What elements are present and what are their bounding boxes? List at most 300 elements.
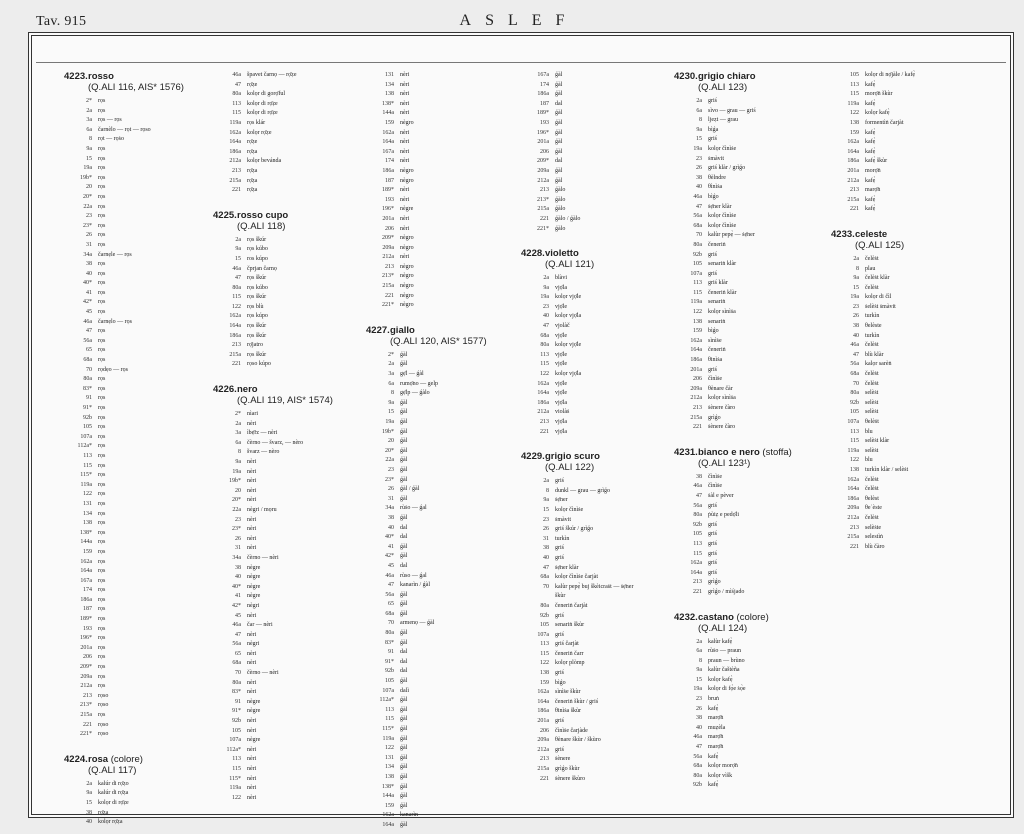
entry-number: 4230. — [674, 71, 698, 82]
dialect-form: griś — [708, 521, 717, 528]
entry-row — [366, 485, 506, 495]
survey-point: 15 — [388, 409, 394, 416]
entry-heading — [213, 384, 353, 406]
survey-point: 215a — [537, 766, 549, 772]
entry-row — [521, 274, 661, 284]
dialect-form: rọ̄ẓa — [247, 187, 258, 194]
entry-heading — [831, 229, 981, 251]
entry-section — [213, 210, 353, 370]
survey-point: 8 — [89, 136, 92, 143]
dialect-form: ǵàl — [400, 697, 408, 704]
entry-row — [64, 596, 194, 606]
survey-point: 65 — [86, 347, 92, 354]
dialect-form: nèri — [400, 110, 410, 117]
entry-qualifier: (colore) — [110, 753, 143, 765]
entry-row — [521, 81, 661, 91]
entry-row — [521, 506, 661, 516]
entry-row — [521, 621, 661, 631]
dialect-form: nègri — [247, 602, 260, 609]
entry-row — [674, 473, 819, 483]
entry-row — [521, 573, 661, 583]
entry-row — [366, 272, 506, 282]
survey-point: 159 — [83, 548, 92, 555]
entry-row — [831, 274, 981, 284]
survey-point: 215a — [80, 712, 92, 718]
entry-row — [366, 282, 506, 292]
dialect-form: nèri — [247, 459, 257, 465]
entry-row — [366, 196, 506, 206]
entry-row — [213, 775, 353, 785]
dialect-form: bruṅ — [708, 696, 719, 703]
dialect-form: rọ̄ẓa — [247, 167, 258, 174]
dialect-form: nèri — [247, 535, 257, 542]
entry-row — [674, 714, 819, 724]
entry-row — [213, 564, 353, 574]
survey-point: 201a — [537, 718, 549, 725]
survey-point: 215a — [847, 196, 859, 203]
survey-point: 23 — [543, 303, 549, 310]
entry-row — [213, 640, 353, 650]
dialect-form: θelèst — [865, 495, 879, 502]
survey-point: 221* — [382, 302, 394, 309]
dialect-form: nèri — [247, 516, 257, 523]
survey-point: 164a — [847, 148, 859, 155]
dialect-form: kolọr čìnìṡe čarjàt — [555, 574, 598, 581]
dialect-form: kafẹ̀ — [865, 196, 876, 203]
entry-row — [674, 260, 819, 270]
dialect-form: rọs — [98, 452, 106, 459]
survey-point: 15 — [696, 676, 702, 683]
survey-point: 164a — [690, 569, 702, 576]
entry-row — [831, 177, 981, 187]
entry-row — [674, 705, 819, 715]
dialect-form: ǵàl — [555, 119, 563, 126]
entry-row — [64, 615, 194, 625]
entry-row — [674, 685, 819, 695]
dialect-form: rọs — [98, 98, 106, 104]
dialect-form: ǵàlo — [555, 196, 566, 203]
dialect-form: rọs škúr — [247, 294, 267, 301]
dialect-form: ǵàl — [400, 630, 408, 637]
dialect-form: ṡènere škùro — [555, 775, 586, 782]
dialect-form: rọs kúbo — [247, 284, 268, 291]
survey-point: 189* — [80, 616, 92, 623]
entry-row — [831, 485, 981, 495]
entry-row — [64, 279, 194, 289]
survey-point: 40 — [853, 332, 859, 339]
entry-row — [366, 533, 506, 543]
entry-row — [366, 301, 506, 311]
dialect-form: rọdẹo — rọs — [98, 366, 128, 373]
survey-point: 201a — [80, 644, 92, 651]
survey-point: 138* — [382, 783, 394, 790]
dialect-form: kanarìn / ǵàl — [400, 582, 430, 589]
survey-point: 122 — [850, 110, 859, 117]
survey-point: 42* — [385, 553, 394, 560]
dialect-form: nèri — [247, 650, 257, 657]
entry-row — [366, 591, 506, 601]
entry-row — [64, 809, 194, 819]
survey-point: 65 — [388, 601, 394, 608]
entry-section — [213, 71, 353, 196]
entry-row — [521, 727, 661, 737]
dialect-form: senariṅ škùr — [555, 622, 585, 629]
entry-row — [674, 578, 819, 588]
entry-row — [64, 193, 194, 203]
dialect-form: nègro — [400, 244, 414, 251]
survey-point: 119a — [847, 447, 859, 454]
dialect-form: muẓèla — [708, 724, 726, 731]
entry-row — [831, 167, 981, 177]
entry-row — [521, 477, 661, 487]
survey-point: 162a — [690, 337, 702, 344]
entry-row — [213, 592, 353, 602]
dialect-form: kolọr čìnìṡe — [708, 145, 737, 152]
entry-row — [64, 462, 194, 472]
survey-point: 186a — [537, 399, 549, 406]
entry-row — [521, 205, 661, 215]
dialect-form: rọs — [98, 548, 106, 555]
survey-point: 167a — [80, 577, 92, 584]
dialect-form: rọs — [98, 644, 106, 651]
entry-row — [213, 496, 353, 506]
survey-point: 15 — [853, 284, 859, 291]
entry-row — [366, 773, 506, 783]
dialect-form: ǵàl — [400, 447, 408, 454]
entry-row — [213, 659, 353, 669]
entry-row — [366, 119, 506, 129]
entry-row — [521, 341, 661, 351]
dialect-form: dal — [400, 649, 408, 656]
dialect-form: čarnèlo — rọt — rọso — [98, 126, 151, 133]
entry-row — [64, 577, 194, 587]
entry-row — [64, 289, 194, 299]
survey-point: 91* — [83, 405, 92, 411]
survey-point: 40 — [86, 270, 92, 277]
survey-point: 213 — [232, 342, 241, 349]
survey-point: 40* — [232, 583, 241, 590]
dialect-form: kolọr čìnìṡe — [708, 213, 737, 220]
entry-row — [674, 308, 819, 318]
dialect-form: vjọ̄la — [555, 284, 567, 291]
entry-row — [366, 667, 506, 677]
dialect-form: čeneriṅ klàr — [708, 289, 737, 296]
dialect-form: griś klàr / grìǵo — [708, 165, 746, 172]
entry-row — [213, 138, 353, 148]
survey-point: 122 — [232, 794, 241, 801]
dialect-form: ǵàl / ǵàl — [400, 486, 420, 493]
dialect-form: ǵàl — [400, 514, 408, 521]
entry-row — [831, 428, 981, 438]
survey-point: 112a* — [226, 746, 241, 753]
dialect-form: nègro — [400, 283, 414, 290]
dialect-form: rọs — [98, 539, 106, 546]
survey-point: 162a — [847, 139, 859, 146]
dialect-form: čprjan čarnọ — [247, 265, 277, 272]
survey-point: 6a — [388, 380, 394, 387]
survey-point: 47 — [696, 492, 702, 499]
survey-point: 115 — [232, 766, 241, 772]
survey-point: 47 — [696, 744, 702, 751]
survey-point: 70 — [696, 232, 702, 239]
survey-point: 209a — [847, 505, 859, 512]
entry-row — [213, 487, 353, 497]
entry-row — [521, 746, 661, 756]
survey-point: 45 — [235, 612, 241, 619]
survey-point: 186a — [537, 91, 549, 98]
entry-row — [64, 799, 194, 809]
entry-source: (Q.ALI 125) — [855, 239, 905, 251]
dialect-form: rọs — [98, 193, 106, 200]
survey-point: 19a — [540, 294, 549, 301]
dialect-form: nèri — [400, 148, 410, 155]
entry-row — [366, 619, 506, 629]
survey-point: 26 — [86, 232, 92, 239]
dialect-form: griś — [555, 718, 564, 725]
entry-heading — [64, 754, 194, 776]
entry-row — [521, 602, 661, 612]
dialect-form: ǵàl — [400, 726, 408, 732]
survey-point: 113 — [232, 756, 241, 763]
survey-point: 213 — [850, 187, 859, 194]
survey-point: 6a — [696, 648, 702, 655]
survey-point: 105 — [232, 727, 241, 734]
dialect-form: kafẹ̀ škùr — [865, 158, 888, 165]
dialect-form: nègro — [400, 273, 414, 280]
survey-point: 115 — [83, 462, 92, 469]
survey-point: 209a — [690, 385, 702, 392]
survey-point: 19a — [693, 686, 702, 693]
survey-point: 201a — [690, 366, 702, 373]
dialect-form: rùṡo — ǵal — [400, 505, 427, 512]
entry-row — [366, 639, 506, 649]
survey-point: 56a — [232, 641, 241, 648]
survey-point: 2a — [86, 780, 92, 787]
dialect-form: marọ̄ṅ — [708, 715, 724, 722]
entry-row — [521, 177, 661, 187]
entry-row — [366, 754, 506, 764]
entry-row — [674, 212, 819, 222]
survey-point: 19a — [232, 468, 241, 475]
entry-row — [213, 245, 353, 255]
dialect-form: griś — [555, 631, 564, 638]
entry-row — [521, 119, 661, 129]
entry-row — [831, 100, 981, 110]
dialect-form: griś — [708, 251, 717, 258]
dialect-form: rọs — [98, 462, 106, 469]
survey-point: 107a — [847, 419, 859, 425]
entry-row — [366, 456, 506, 466]
survey-point: 209* — [80, 664, 92, 671]
dialect-form: ǵàl — [400, 553, 408, 560]
survey-point: 45 — [388, 562, 394, 569]
entry-source: (Q.ALI 122) — [545, 462, 595, 474]
survey-point: 47 — [235, 631, 241, 638]
entry-row — [64, 212, 194, 222]
dialect-form: rọso — [98, 702, 109, 709]
dialect-form: kafẹ̀ — [708, 753, 719, 760]
survey-point: 38 — [235, 564, 241, 571]
survey-point: 164a — [690, 347, 702, 354]
survey-point: 91 — [388, 649, 394, 656]
survey-point: 164a — [229, 139, 241, 146]
survey-point: 107a — [690, 270, 702, 277]
survey-point: 213 — [232, 167, 241, 174]
survey-point: 56a — [850, 361, 859, 368]
survey-point: 92b — [693, 251, 702, 258]
survey-point: 122 — [540, 660, 549, 667]
entry-row — [674, 559, 819, 569]
entry-row — [213, 332, 353, 342]
dialect-form: θènare škùr / škùro — [555, 737, 601, 744]
entry-row — [831, 543, 981, 553]
dialect-form: kolọr bevánda — [247, 158, 282, 165]
dialect-form: rọs kúpo — [247, 313, 268, 320]
entry-row — [521, 186, 661, 196]
survey-point: 80a — [693, 512, 702, 519]
dialect-form: ǵàl — [400, 783, 408, 790]
entry-row — [213, 765, 353, 775]
survey-point: 206 — [693, 376, 702, 383]
entry-source: (Q.ALI 123) — [698, 82, 748, 93]
dialect-form: sìnìṡe — [708, 337, 722, 344]
survey-point: 91* — [232, 708, 241, 715]
dialect-form: rọs — [98, 500, 106, 507]
entry-row — [213, 148, 353, 158]
dialect-form: kolọr sìnìṡa — [708, 309, 736, 316]
survey-point: 9a — [696, 126, 702, 133]
entry-row — [521, 167, 661, 177]
entry-row — [521, 717, 661, 727]
survey-point: 40 — [86, 819, 92, 826]
survey-point: 105 — [693, 261, 702, 268]
entry-row — [366, 763, 506, 773]
dialect-form: ṡelèṡt ṡmàvit — [865, 303, 896, 310]
entry-row — [366, 167, 506, 177]
dialect-form: rọso — [98, 692, 109, 699]
entry-row — [366, 81, 506, 91]
dialect-form: kolọr vjọ̄le — [555, 342, 582, 349]
dialect-form: griś — [708, 502, 717, 509]
survey-point: 80a — [693, 241, 702, 248]
survey-point: 40 — [235, 574, 241, 581]
entry-row — [674, 145, 819, 155]
survey-point: 68a — [540, 574, 549, 581]
entry-row — [674, 733, 819, 743]
entry-row — [366, 476, 506, 486]
dialect-form: čèrno — švarz, — nèro — [247, 439, 304, 446]
entry-row — [366, 360, 506, 370]
dialect-form: ǵàl — [400, 466, 408, 473]
entry-row — [213, 458, 353, 468]
survey-point: 215a — [847, 534, 859, 541]
entry-row — [831, 360, 981, 370]
survey-point: 70 — [853, 380, 859, 387]
survey-point: 186a — [690, 357, 702, 364]
survey-point: 134 — [83, 510, 92, 517]
survey-point: 91 — [235, 698, 241, 705]
dialect-form: griś — [708, 550, 717, 557]
entry-row — [521, 659, 661, 669]
dialect-form: dal — [400, 524, 408, 531]
dialect-form: rọs — [98, 385, 106, 392]
survey-point: 215a — [229, 351, 241, 358]
dialect-form: švarz — nèro — [247, 449, 280, 456]
survey-point: 221 — [693, 588, 702, 595]
survey-point: 15 — [543, 506, 549, 513]
survey-point: 138* — [80, 529, 92, 536]
dialect-form: marọ̄ṅ — [865, 187, 881, 194]
dialect-form: grìǵo — [708, 579, 721, 586]
dialect-form: nèri — [400, 187, 410, 194]
survey-point: 105 — [540, 622, 549, 629]
entry-row — [64, 442, 194, 452]
entry-row — [64, 116, 194, 126]
dialect-form: kolọr di nọ̄jàle / kafẹ̀ — [865, 72, 915, 78]
survey-point: 107a — [229, 737, 241, 744]
survey-point: 215a — [537, 206, 549, 213]
survey-point: 9a — [86, 790, 92, 797]
entry-section — [521, 451, 661, 784]
dialect-form: rọs — [98, 145, 106, 152]
entry-row — [213, 71, 353, 81]
entry-row — [521, 389, 661, 399]
entry-row — [366, 225, 506, 235]
entry-row — [521, 669, 661, 679]
entry-row — [831, 399, 981, 409]
entry-section — [366, 325, 506, 831]
entry-row — [831, 332, 981, 342]
entry-row — [64, 270, 194, 280]
entry-row — [521, 583, 661, 593]
dialect-form: marọ̄ṅ — [708, 734, 724, 741]
entry-row — [213, 341, 353, 351]
entry-row — [366, 610, 506, 620]
dialect-form: griś — [708, 540, 717, 547]
survey-point: 209a — [537, 737, 549, 744]
dialect-form: senariṅ klàr — [708, 261, 737, 268]
dialect-form: kolọr plòmp — [555, 660, 585, 667]
page-header — [0, 0, 1024, 30]
survey-point: 38 — [853, 323, 859, 330]
survey-point: 162a — [537, 380, 549, 387]
survey-point: 68a — [540, 332, 549, 339]
survey-point: 113 — [693, 540, 702, 547]
entry-row — [521, 525, 661, 535]
dialect-form: vjọ̄le — [555, 361, 567, 368]
survey-point: 159 — [540, 679, 549, 686]
survey-point: 221 — [850, 543, 859, 550]
entry-row — [64, 692, 194, 702]
dialect-form: blu — [865, 428, 873, 435]
entry-row — [674, 404, 819, 414]
survey-point: 8 — [546, 487, 549, 494]
survey-point: 92b — [83, 414, 92, 421]
survey-point: 20* — [232, 497, 241, 504]
entry-row — [64, 222, 194, 232]
survey-point: 38 — [86, 261, 92, 268]
entry-row — [521, 293, 661, 303]
entry-number: 4225. — [213, 209, 237, 221]
survey-point: 221 — [83, 721, 92, 728]
entry-heading — [674, 447, 819, 469]
entry-row — [213, 612, 353, 622]
survey-point: 19a — [385, 419, 394, 425]
entry-row — [213, 669, 353, 679]
dialect-form: ìbẹ̄ṙz — nèri — [247, 430, 278, 437]
dialect-form: vjọ̄la — [555, 399, 567, 406]
dialect-form: grìǵo / mìśjado — [708, 588, 745, 595]
